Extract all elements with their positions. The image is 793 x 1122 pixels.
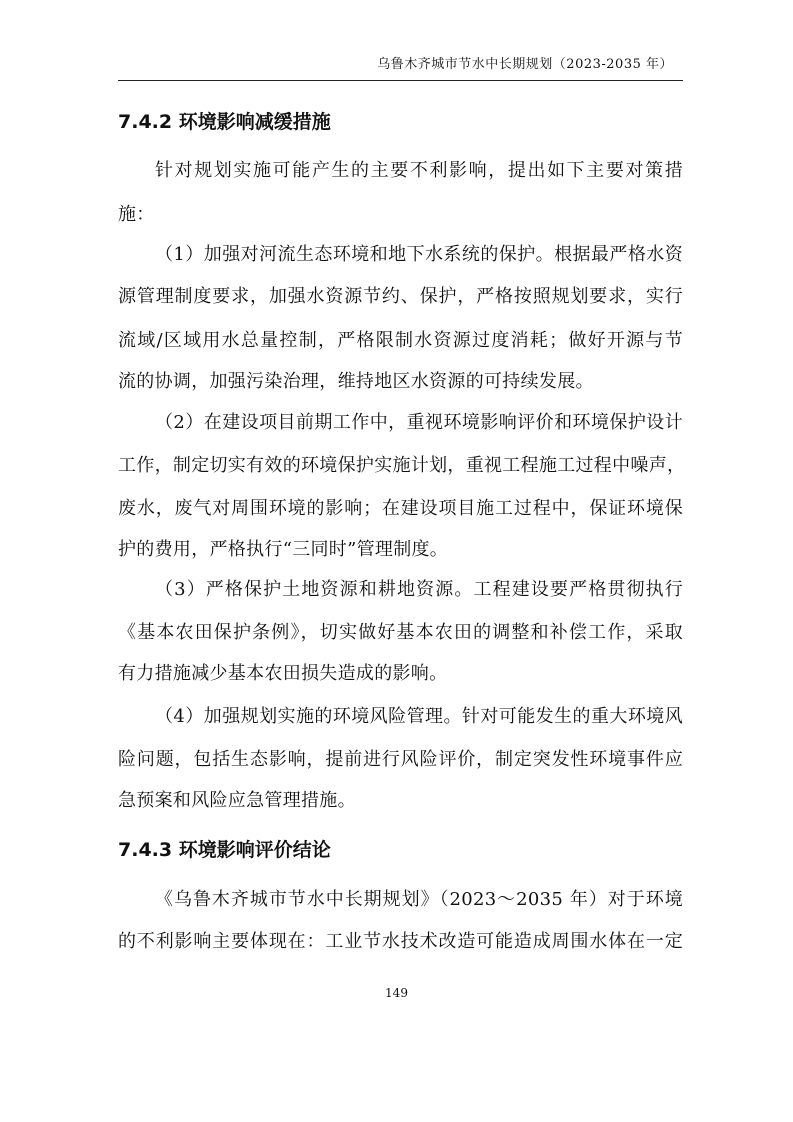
header-divider	[118, 80, 683, 81]
running-header: 乌鲁木齐城市节水中长期规划（2023-2035 年）	[377, 57, 673, 72]
paragraph-line: 有力措施减少基本农田损失造成的影响。	[118, 663, 448, 684]
paragraph-line: 险问题，包括生态影响，提前进行风险评价，制定突发性环境事件应	[118, 749, 683, 770]
paragraph-line: 急预案和风险应急管理措施。	[118, 790, 356, 811]
paragraph-line: 流的协调，加强污染治理，维持地区水资源的可持续发展。	[118, 371, 594, 392]
paragraph-line: 施：	[118, 204, 155, 225]
paragraph-line: 《基本农田保护条例》，切实做好基本农田的调整和补偿工作，采取	[118, 622, 683, 643]
paragraph-line: （2）在建设项目前期工作中，重视环境影响评价和环境保护设计	[155, 412, 683, 433]
paragraph-line: 针对规划实施可能产生的主要不利影响，提出如下主要对策措	[155, 160, 683, 181]
section-heading-743: 7.4.3 环境影响评价结论	[118, 839, 331, 861]
paragraph-line: 源管理制度要求，加强水资源节约、保护，严格按照规划要求，实行	[118, 286, 683, 307]
paragraph-line: 工作，制定切实有效的环境保护实施计划，重视工程施工过程中噪声，	[118, 455, 686, 476]
paragraph-line: 护的费用，严格执行“三同时”管理制度。	[118, 539, 449, 560]
page-number: 149	[385, 986, 408, 1000]
paragraph-line: （3）严格保护土地资源和耕地资源。工程建设要严格贯彻执行	[155, 579, 683, 600]
paragraph-line: 的不利影响主要体现在：工业节水技术改造可能造成周围水体在一定	[118, 931, 683, 952]
paragraph-line: 流域/区域用水总量控制，严格限制水资源过度消耗；做好开源与节	[118, 330, 683, 351]
paragraph-line: （4）加强规划实施的环境风险管理。针对可能发生的重大环境风	[155, 706, 683, 727]
paragraph-line: 《乌鲁木齐城市节水中长期规划》（2023～2035 年）对于环境	[155, 889, 683, 910]
section-heading-742: 7.4.2 环境影响减缓措施	[118, 111, 331, 133]
paragraph-line: 废水，废气对周围环境的影响；在建设项目施工过程中，保证环境保	[118, 498, 683, 519]
paragraph-line: （1）加强对河流生态环境和地下水系统的保护。根据最严格水资	[155, 244, 683, 265]
